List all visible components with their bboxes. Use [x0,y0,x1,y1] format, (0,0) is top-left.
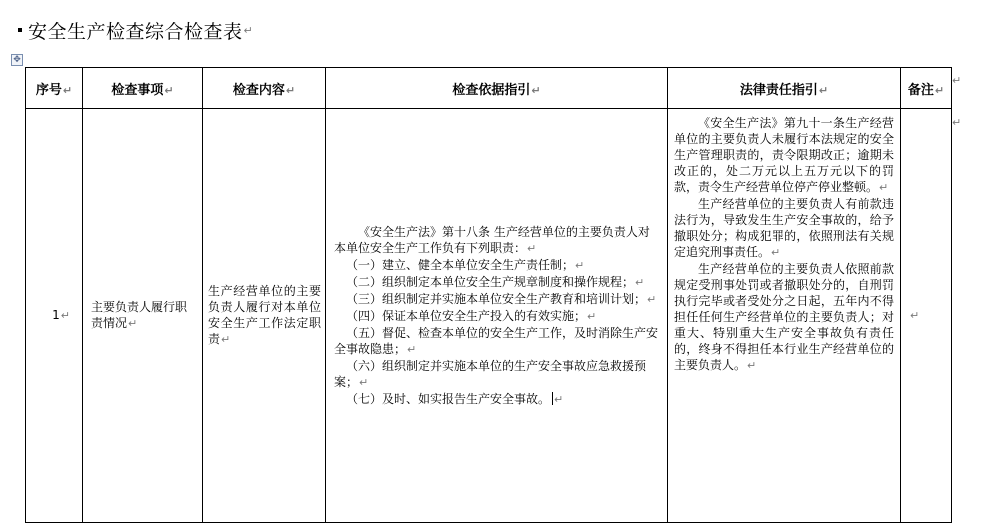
header-seq[interactable]: 序号↵ [26,68,83,109]
title-block [18,16,253,44]
basis-line: （二）组织制定本单位安全生产规章制度和操作规程；↵ [346,274,645,289]
cell-seq[interactable]: 1↵ [26,109,83,523]
basis-line: （六）组织制定并实施本单位的生产安全事故应急救援预案；↵ [334,358,647,389]
row-end-mark-icon: ↵ [952,116,962,129]
table-move-handle-icon[interactable]: ✥ [11,54,23,66]
liability-paragraph: 生产经营单位的主要负责人依照前款规定受刑事处罚或者撤职处分的，自刑罚执行完毕或者受处分之日起，五年内不得担任任何生产经营单位的主要负责人；对重大、特别重大生产安全事故负有责任的，终身不得担任本行业生产经营单位的主要负责人。↵ [674,262,894,372]
header-remark[interactable]: 备注↵ [901,68,952,109]
basis-line: （五）督促、检查本单位的安全生产工作，及时消除生产安全事故隐患；↵ [334,325,659,356]
cell-basis[interactable] [326,109,668,523]
basis-line: （七）及时、如实报告生产安全事故。 ↵ [346,391,564,406]
basis-line: （一）建立、健全本单位安全生产责任制；↵ [346,257,585,272]
table-header-row [26,68,952,109]
header-item[interactable]: 检查事项↵ [83,68,203,109]
cell-liability[interactable] [668,109,901,523]
liability-paragraph: 《安全生产法》第九十一条生产经营单位的主要负责人未履行本法规定的安全生产管理职责的，责令限期改正；逾期未改正的，处二万元以上五万元以下的罚款，责令生产经营单位停产停业整顿。↵ [674,116,894,194]
text-cursor [552,392,553,405]
basis-line: （四）保证本单位安全生产投入的有效实施；↵ [346,308,597,323]
basis-line: （三）组织制定并实施本单位安全生产教育和培训计划；↵ [346,291,657,306]
liability-paragraph: 生产经营单位的主要负责人有前款违法行为，导致发生生产安全事故的，给予撤职处分；构成犯罪的，依照刑法有关规定追究刑事责任。↵ [674,197,894,259]
header-liability[interactable]: 法律责任指引↵ [668,68,901,109]
title-bullet-icon [18,28,22,32]
header-content[interactable]: 检查内容↵ [203,68,326,109]
document-title: 安全生产检查综合检查表 [28,20,243,43]
cell-item[interactable]: 主要负责人履行职责情况↵ [83,109,203,523]
cell-remark[interactable]: ↵ [901,109,952,523]
basis-line: 《安全生产法》第十八条 生产经营单位的主要负责人对本单位安全生产工作负有下列职责：↵ [334,224,650,255]
cell-content[interactable]: 生产经营单位的主要负责人履行对本单位安全生产工作法定职责↵ [203,109,326,523]
paragraph-mark-icon: ↵ [243,23,253,37]
row-end-mark-icon: ↵ [952,74,962,87]
inspection-table [25,67,952,523]
header-basis[interactable]: 检查依据指引↵ [326,68,668,109]
table-row [26,109,952,523]
